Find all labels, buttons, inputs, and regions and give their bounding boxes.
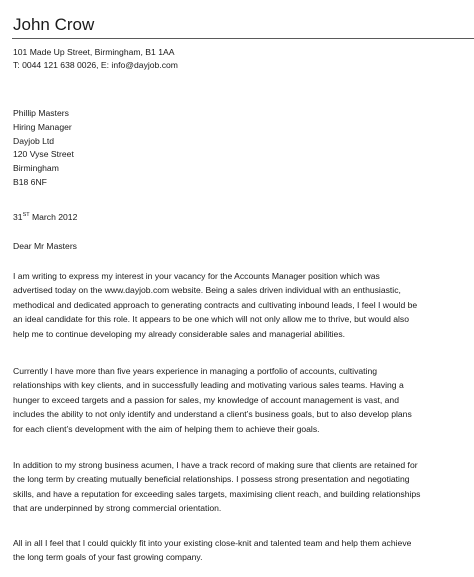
header-divider <box>12 38 474 39</box>
paragraph-line: that are underpinned by strong commercial orientation. <box>13 503 222 514</box>
recipient-name: Phillip Masters <box>13 108 69 118</box>
paragraph-line: the long term goals of your fast growing company. <box>13 552 203 563</box>
paragraph-line: relationships with key clients, and in successfully leading and motivating various sales teams. Having a <box>13 380 404 391</box>
paragraph-line: advertised today on the www.dayjob.com website. Being a sales driven individual with an enthusiastic, <box>13 285 401 296</box>
date-month-year: March 2012 <box>29 212 78 222</box>
paragraph-line: Currently I have more than five years experience in managing a portfolio of accounts, cultivating <box>13 366 377 376</box>
recipient-street: 120 Vyse Street <box>13 149 74 160</box>
paragraph-line: In addition to my strong business acumen, I have a track record of making sure that clients are retained for <box>13 460 418 470</box>
recipient-city: Birmingham <box>13 163 59 174</box>
paragraph-line: an ideal candidate for this role. It appears to be one which will not only allow me to thrive, but would also <box>13 314 410 325</box>
paragraph-line: skills, and have a reputation for exceeding sales targets, maximising client reach, and building relationships <box>13 488 421 499</box>
recipient-title: Hiring Manager <box>13 121 72 132</box>
paragraph-line: methodical and dedicated approach to generating contracts and cultivating inbound leads, I feel I would be <box>13 299 418 310</box>
body-paragraph-2 <box>13 364 471 436</box>
paragraph-line: includes the ability to not only identify and understand a client’s business goals, but to also develop plans <box>13 409 412 420</box>
body-paragraph-1 <box>13 269 471 341</box>
sender-contact-block <box>13 46 178 72</box>
paragraph-line: help me to continue developing my already considerable sales and managerial abilities. <box>13 328 346 339</box>
paragraph-line: I am writing to express my interest in your vacancy for the Accounts Manager position which was <box>13 271 380 281</box>
sender-phone-email: T: 0044 121 638 0026, E: info@dayjob.com <box>13 60 178 70</box>
salutation: Dear Mr Masters <box>13 241 77 251</box>
paragraph-line: the long term by creating mutually beneficial relationships. I possess strong presentation and negotiating <box>13 474 410 485</box>
recipient-postcode: B18 6NF <box>13 176 47 187</box>
paragraph-line: All in all I feel that I could quickly fit into your existing close-knit and talented team and help them achieve <box>13 538 412 548</box>
sender-name: John Crow <box>13 15 95 34</box>
date-suffix: ST <box>22 212 30 218</box>
body-paragraph-4 <box>13 536 471 565</box>
date-day: 31 <box>13 212 23 222</box>
recipient-company: Dayjob Ltd <box>13 135 55 146</box>
sender-address: 101 Made Up Street, Birmingham, B1 1AA <box>13 47 175 57</box>
body-paragraph-3 <box>13 458 471 516</box>
paragraph-line: hunger to exceed targets and a passion for sales, my knowledge of account management is vast, and <box>13 394 399 405</box>
letter-date <box>13 210 77 224</box>
paragraph-line: for each client’s development with the aim of helping them to achieve their goals. <box>13 423 320 434</box>
recipient-address-block <box>13 107 74 190</box>
